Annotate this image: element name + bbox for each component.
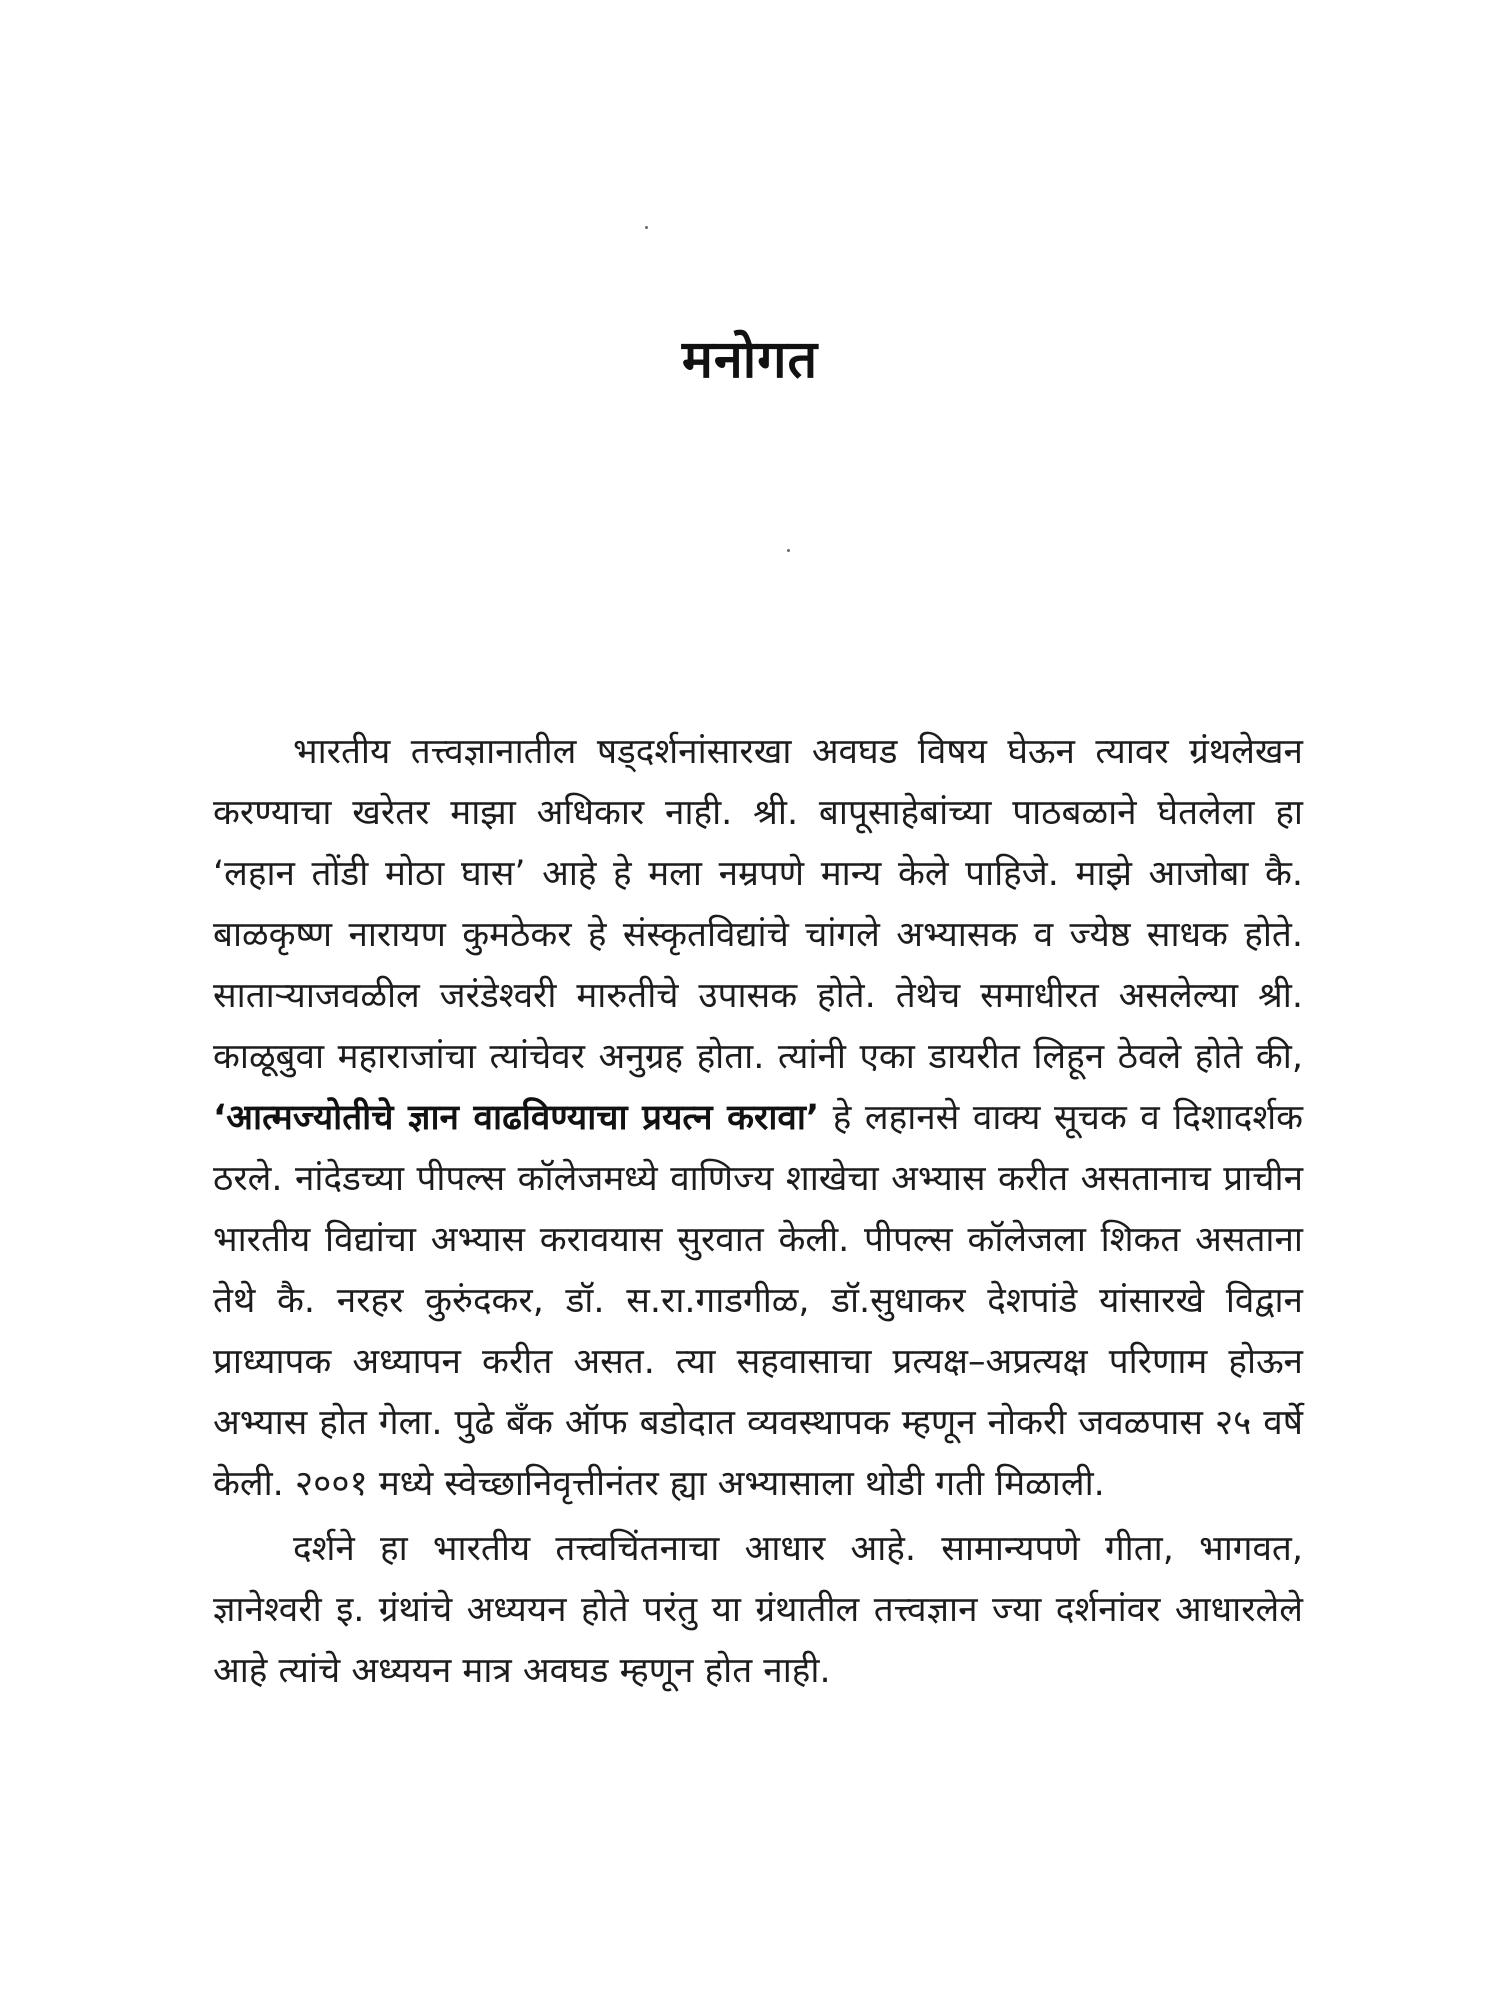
paragraph-1-text-b: हे लहानसे वाक्य सूचक व दिशादर्शक ठरले. नांदेडच्या पीपल्स कॉलेजमध्ये वाणिज्य शाखेचा अभ्यास करीत असतानाच प्राचीन भारतीय विद्यांचा अभ्यास करावयास सुरवात केली. पीपल्स कॉलेजला शिकत असताना तेथे कै. नरहर कुरुंदकर, डॉ. स.रा.गाडगीळ, डॉ.सुधाकर देशपांडे यांसारखे विद्वान प्राध्यापक अध्यापन करीत असत. त्या सहवासाचा प्रत्यक्ष–अप्रत्यक्ष परिणाम होऊन अभ्यास होत गेला. पुढे बँक ऑफ बडोदात व्यवस्थापक म्हणून नोकरी जवळपास २५ वर्षे केली. २००१ मध्ये स्वेच्छानिवृत्तीनंतर ह्या अभ्यासाला थोडी गती मिळाली. (213, 1098, 1304, 1504)
paragraph-2-text: दर्शने हा भारतीय तत्त्वचिंतनाचा आधार आहे. सामान्यपणे गीता, भागवत, ज्ञानेश्वरी इ. ग्रंथांचे अध्ययन होते परंतु या ग्रंथातील तत्त्वज्ञान ज्या दर्शनांवर आधारलेले आहे त्यांचे अध्ययन मात्र अवघड म्हणून होत नाही. (213, 1529, 1303, 1691)
body-text (213, 722, 1303, 1702)
paragraph-1 (213, 722, 1303, 1515)
paragraph-2 (213, 1519, 1303, 1702)
scan-speck (645, 226, 648, 229)
paragraph-1-emphasis: ‘आत्मज्योतीचे ज्ञान वाढविण्याचा प्रयत्न करावा’ (213, 1098, 820, 1138)
scan-speck (787, 549, 790, 552)
page-title: मनोगत (681, 330, 819, 390)
paragraph-1-text-a: भारतीय तत्त्वज्ञानातील षड्दर्शनांसारखा अवघड विषय घेऊन त्यावर ग्रंथलेखन करण्याचा खरेतर माझा अधिकार नाही. श्री. बापूसाहेबांच्या पाठबळाने घेतलेला हा ‘लहान तोंडी मोठा घास’ आहे हे मला नम्रपणे मान्य केले पाहिजे. माझे आजोबा कै. बाळकृष्ण नारायण कुमठेकर हे संस्कृतविद्यांचे चांगले अभ्यासक व ज्येष्ठ साधक होते. सातार्‍याजवळील जरंडेश्वरी मारुतीचे उपासक होते. तेथेच समाधीरत असलेल्या श्री. काळूबुवा महाराजांचा त्यांचेवर अनुग्रह होता. त्यांनी एका डायरीत लिहून ठेवले होते की, (213, 732, 1303, 1077)
